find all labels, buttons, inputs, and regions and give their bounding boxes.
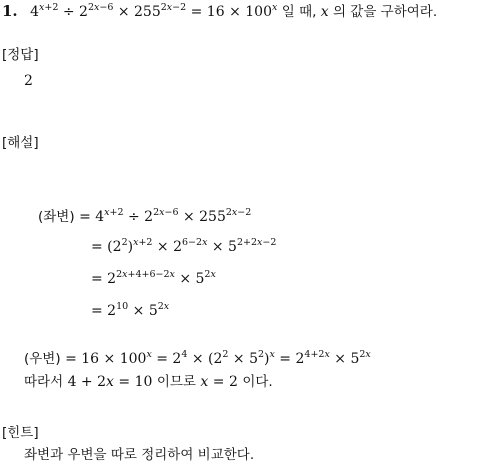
answer-value: 2 (24, 73, 33, 89)
solution-step-4: = $2^{10} \times 5^{2x}$ (91, 301, 170, 319)
right-side-equation: (우변) = $16 \times 100^x = 2^4 \times (2^2 \times 5^2)^x = 2^{4+2x} \times 5^{2x}$ (24, 349, 371, 367)
left-side-label: (좌변) (38, 209, 75, 225)
conclusion-result: x = 2 (200, 374, 243, 390)
solution-step-1: (좌변) = $4^{x+2} \div 2^{2x-6} \times 255^{2x-2}$ (38, 207, 252, 225)
solution-step-2: = $(2^2)^{x+2} \times 2^{6-2x} \times 5^{2+2x-2}$ (91, 237, 277, 255)
conclusion-equation: 4 + 2x = 10 (67, 374, 157, 390)
conclusion-line (24, 373, 273, 391)
solution-header: [해설] (2, 135, 39, 151)
hint-text: 좌변과 우변을 따로 정리하여 비교한다. (24, 447, 255, 463)
problem-line (2, 2, 437, 21)
problem-statement: $4^{x+2} \div 2^{2x-6} \times 255^{2x-2} = 16 \times 100^x$ 일 때, x 의 값을 구하여라. (30, 2, 438, 20)
conclusion-mid: 이므로 (156, 374, 196, 390)
conclusion-suffix: 이다. (242, 374, 273, 390)
solution-step-3: = $2^{2x+4+6-2x} \times 5^{2x}$ (91, 269, 216, 287)
conclusion-prefix: 따라서 (24, 374, 64, 390)
problem-number: 1. (2, 2, 18, 20)
hint-header: [힌트] (2, 425, 39, 441)
answer-header: [정답] (2, 47, 39, 63)
right-side-label: (우변) (24, 351, 61, 367)
